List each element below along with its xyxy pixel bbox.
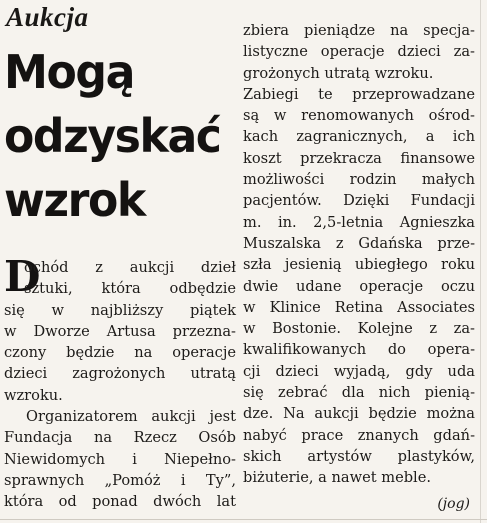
text-line: sztuki, która odbędzie xyxy=(24,280,236,298)
text-line: Organizatorem aukcji jest xyxy=(26,408,236,426)
text-line: wzroku. xyxy=(4,386,63,404)
text-line: która od ponad dwóch lat xyxy=(4,493,236,511)
text-line: cji dzieci wyjadą, gdy uda xyxy=(243,362,475,380)
text-line: w Klinice Retina Associates xyxy=(243,298,475,316)
right-column xyxy=(243,20,475,489)
text-line: się w najbliższy piątek xyxy=(4,301,236,319)
text-line: są w renomowanych ośrod- xyxy=(243,107,475,125)
text-line: koszt przekracza finansowe xyxy=(243,149,475,167)
left-column xyxy=(4,252,236,513)
text-line: Muszalska z Gdańska prze- xyxy=(243,234,475,252)
text-line: dzieci zagrożonych utratą xyxy=(4,365,236,383)
text-line: kwalifikowanych do opera- xyxy=(243,341,475,359)
text-line: Zabiegi te przeprowadzane xyxy=(243,85,475,103)
text-line: dwie udane operacje oczu xyxy=(243,277,475,295)
text-line: nabyć prace znanych gdań- xyxy=(243,426,475,444)
text-line: w Bostonie. Kolejne z za- xyxy=(243,320,475,338)
text-line: Fundacja na Rzecz Osób xyxy=(4,429,236,447)
headline-line: odzyskać xyxy=(4,109,221,163)
text-line: biżuterie, a nawet meble. xyxy=(243,469,431,487)
text-line: czony będzie na operacje xyxy=(4,344,236,362)
headline-line: wzrok xyxy=(4,173,145,227)
text-line: listyczne operacje dzieci za- xyxy=(243,43,475,61)
headline xyxy=(4,40,240,232)
text-line: Niewidomych i Niepełno- xyxy=(4,450,236,468)
clipping-bottom-edge xyxy=(0,519,487,520)
drop-cap: D xyxy=(4,252,41,301)
text-line: grożonych utratą wzroku. xyxy=(243,64,434,82)
text-line: się zebrać dla nich pienią- xyxy=(243,384,475,402)
section-kicker: Aukcja xyxy=(6,2,89,32)
text-line: pacjentów. Dzięki Fundacji xyxy=(243,192,475,210)
text-line: w Dworze Artusa przezna- xyxy=(4,322,236,340)
text-line: skich artystów plastyków, xyxy=(243,447,475,465)
text-line: dze. Na aukcji będzie można xyxy=(243,405,475,423)
text-line: możliwości rodzin małych xyxy=(243,171,475,189)
clipping-edge xyxy=(480,0,481,523)
text-line: ochód z aukcji dzieł xyxy=(24,259,236,276)
text-line: szła jesienią ubiegłego roku xyxy=(243,256,475,274)
author-signature: (jog) xyxy=(437,496,470,512)
text-line: kach zagranicznych, a ich xyxy=(243,128,475,146)
text-line: m. in. 2,5-letnia Agnieszka xyxy=(243,213,475,231)
headline-line: Mogą xyxy=(4,45,134,99)
text-line: zbiera pieniądze na specja- xyxy=(243,22,475,39)
text-line: sprawnych „Pomóż i Ty”, xyxy=(4,471,236,489)
